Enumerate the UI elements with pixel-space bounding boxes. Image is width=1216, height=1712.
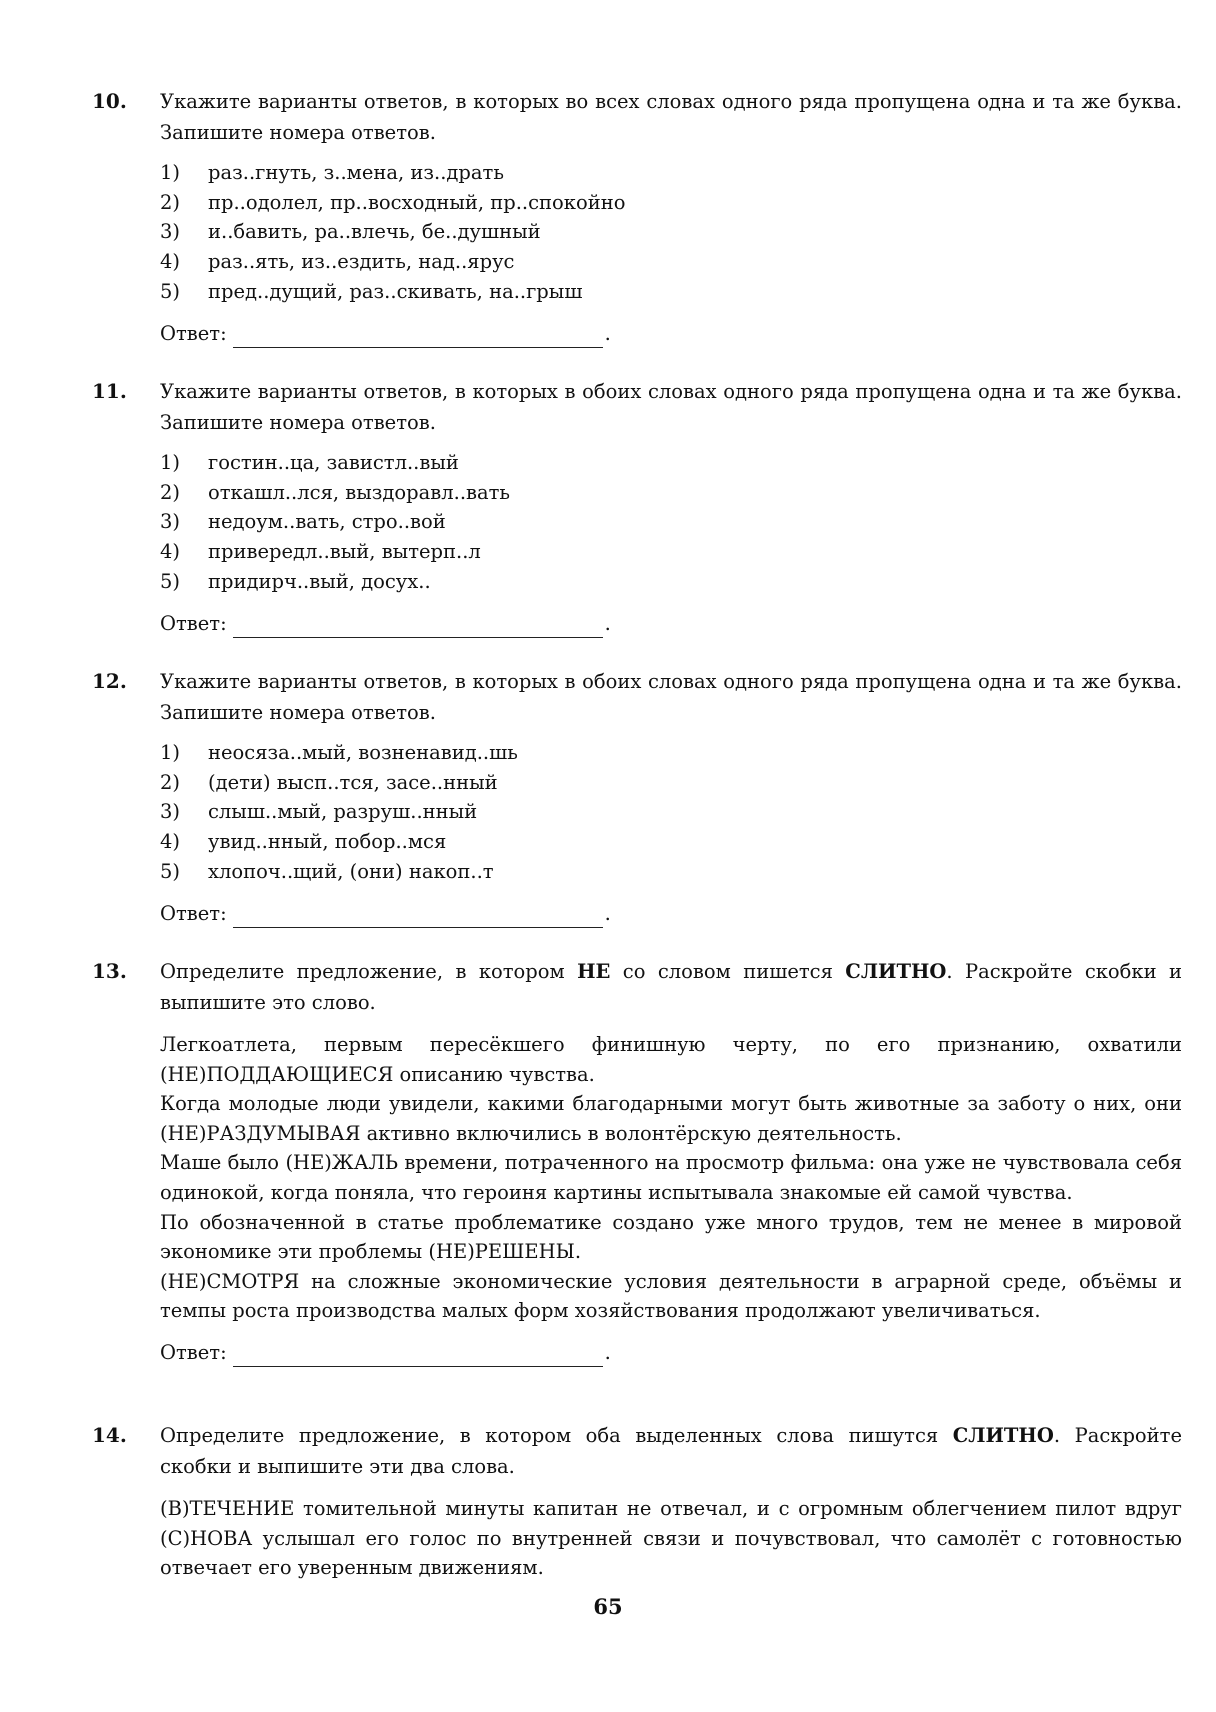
- passage: [160, 1494, 1182, 1583]
- task-number: 10.: [92, 89, 127, 113]
- task-10: [92, 86, 1182, 348]
- option-number: 2): [160, 770, 181, 794]
- answer-period: .: [604, 901, 611, 925]
- option-item: [160, 247, 1182, 277]
- answer-line: [160, 609, 1182, 638]
- answer-field[interactable]: [233, 1344, 603, 1367]
- task-13: [92, 956, 1182, 1367]
- option-item: [160, 507, 1182, 537]
- question-text: Определите предложение, в котором оба выделенных слова пишутся: [160, 1424, 953, 1447]
- passage-sentence: (В)ТЕЧЕНИЕ томительной минуты капитан не отвечал, и с огромным облегчением пилот вдруг (С)НОВА услышал его голос по внутренней связи и почувствовал, что самолёт с готовностью отвечает его уверенным движениям.: [160, 1497, 1182, 1580]
- task-number: 12.: [92, 669, 127, 693]
- option-number: 4): [160, 540, 181, 564]
- option-item: [160, 448, 1182, 478]
- options-list: [160, 158, 1182, 307]
- option-text: пр..одолел, пр..восходный, пр..спокойно: [208, 190, 626, 214]
- question-emphasis: НЕ: [577, 960, 611, 983]
- option-item: [160, 158, 1182, 188]
- option-number: 5): [160, 859, 181, 883]
- option-number: 2): [160, 480, 181, 504]
- answer-field[interactable]: [233, 325, 603, 348]
- passage-sentence: По обозначенной в статье проблематике создано уже много трудов, тем не менее в мировой экономике эти проблемы (НЕ)РЕШЕНЫ.: [160, 1210, 1182, 1264]
- answer-label: Ответ:: [160, 1340, 227, 1364]
- option-text: откашл..лся, выздоравл..вать: [208, 480, 511, 504]
- option-text: придирч..вый, досух..: [208, 569, 431, 593]
- option-item: [160, 567, 1182, 597]
- answer-label: Ответ:: [160, 901, 227, 925]
- option-text: раз..гнуть, з..мена, из..драть: [208, 161, 504, 184]
- task-body: [160, 1420, 1182, 1583]
- options-list: [160, 448, 1182, 597]
- question-text: Определите предложение, в котором: [160, 960, 578, 983]
- option-item: [160, 217, 1182, 247]
- answer-label: Ответ:: [160, 611, 227, 635]
- option-number: 4): [160, 250, 181, 274]
- option-number: 1): [160, 161, 181, 184]
- option-number: 4): [160, 830, 181, 854]
- option-number: 1): [160, 741, 181, 764]
- option-item: [160, 768, 1182, 798]
- option-number: 3): [160, 800, 181, 824]
- option-text: недоум..вать, стро..вой: [208, 510, 446, 534]
- option-item: [160, 797, 1182, 827]
- option-number: 3): [160, 220, 181, 244]
- answer-period: .: [604, 611, 611, 635]
- answer-period: .: [604, 321, 611, 345]
- task-question: Укажите варианты ответов, в которых в обоих словах одного ряда пропущена одна и та же буква. Запишите номера ответов.: [160, 670, 1182, 724]
- passage-sentence: Когда молодые люди увидели, какими благодарными могут быть животные за заботу о них, они (НЕ)РАЗДУМЫВАЯ активно включились в волонтёрскую деятельность.: [160, 1092, 1182, 1145]
- task-11: [92, 376, 1182, 638]
- option-item: [160, 827, 1182, 857]
- option-number: 5): [160, 569, 181, 593]
- task-question: [160, 956, 1182, 1018]
- option-text: и..бавить, ра..влечь, бе..душный: [208, 220, 541, 244]
- option-item: [160, 188, 1182, 218]
- task-body: [160, 666, 1182, 928]
- option-number: 1): [160, 451, 181, 474]
- option-number: 3): [160, 510, 181, 534]
- task-question: Укажите варианты ответов, в которых во всех словах одного ряда пропущена одна и та же буква. Запишите номера ответов.: [160, 90, 1182, 144]
- option-text: привередл..вый, вытерп..л: [208, 540, 481, 564]
- options-list: [160, 738, 1182, 887]
- option-number: 5): [160, 279, 181, 303]
- option-text: неосяза..мый, возненавид..шь: [208, 741, 518, 764]
- task-number: 13.: [92, 959, 127, 983]
- answer-field[interactable]: [233, 615, 603, 638]
- answer-label: Ответ:: [160, 321, 227, 345]
- question-text: . Раскройте скобки и выпишите это слово.: [160, 960, 1182, 1014]
- option-item: [160, 277, 1182, 307]
- option-text: слыш..мый, разруш..нный: [208, 800, 478, 824]
- option-item: [160, 857, 1182, 887]
- option-text: раз..ять, из..ездить, над..ярус: [208, 250, 515, 274]
- passage-sentence: (НЕ)СМОТРЯ на сложные экономические условия деятельности в аграрной среде, объёмы и темпы роста производства малых форм хозяйствования продолжают увеличиваться.: [160, 1269, 1182, 1323]
- answer-line: [160, 899, 1182, 928]
- passage-sentence: Маше было (НЕ)ЖАЛЬ времени, потраченного на просмотр фильма: она уже не чувствовала себя одинокой, когда поняла, что героиня картины испытывала знакомые ей самой чувства.: [160, 1151, 1182, 1204]
- option-text: увид..нный, побор..мся: [208, 830, 447, 854]
- option-text: гостин..ца, завистл..вый: [208, 451, 459, 474]
- question-emphasis: СЛИТНО: [952, 1424, 1054, 1447]
- task-body: [160, 376, 1182, 638]
- task-body: [160, 86, 1182, 348]
- task-body: [160, 956, 1182, 1367]
- answer-line: [160, 1338, 1182, 1367]
- option-item: [160, 478, 1182, 508]
- passage: [160, 1030, 1182, 1326]
- question-text: . Раскройте скобки и выпишите эти два слова.: [160, 1424, 1182, 1478]
- option-text: пред..дущий, раз..скивать, на..грыш: [208, 279, 583, 303]
- task-question: Укажите варианты ответов, в которых в обоих словах одного ряда пропущена одна и та же буква. Запишите номера ответов.: [160, 380, 1182, 434]
- passage-sentence: Легкоатлета, первым пересёкшего финишную черту, по его признанию, охватили (НЕ)ПОДДАЮЩИЕСЯ описанию чувства.: [160, 1033, 1182, 1086]
- page-number: 65: [593, 1594, 623, 1619]
- option-number: 2): [160, 190, 181, 214]
- task-number: 11.: [92, 379, 127, 403]
- answer-period: .: [604, 1340, 611, 1364]
- task-number: 14.: [92, 1423, 127, 1447]
- option-item: [160, 738, 1182, 768]
- task-14: [92, 1420, 1182, 1583]
- question-text: со словом пишется: [610, 960, 846, 983]
- question-emphasis: СЛИТНО: [845, 960, 947, 983]
- answer-line: [160, 319, 1182, 348]
- task-12: [92, 666, 1182, 928]
- option-item: [160, 537, 1182, 567]
- task-question: [160, 1420, 1182, 1482]
- option-text: хлопоч..щий, (они) накоп..т: [208, 859, 494, 883]
- answer-field[interactable]: [233, 905, 603, 928]
- option-text: (дети) высп..тся, засе..нный: [208, 770, 498, 794]
